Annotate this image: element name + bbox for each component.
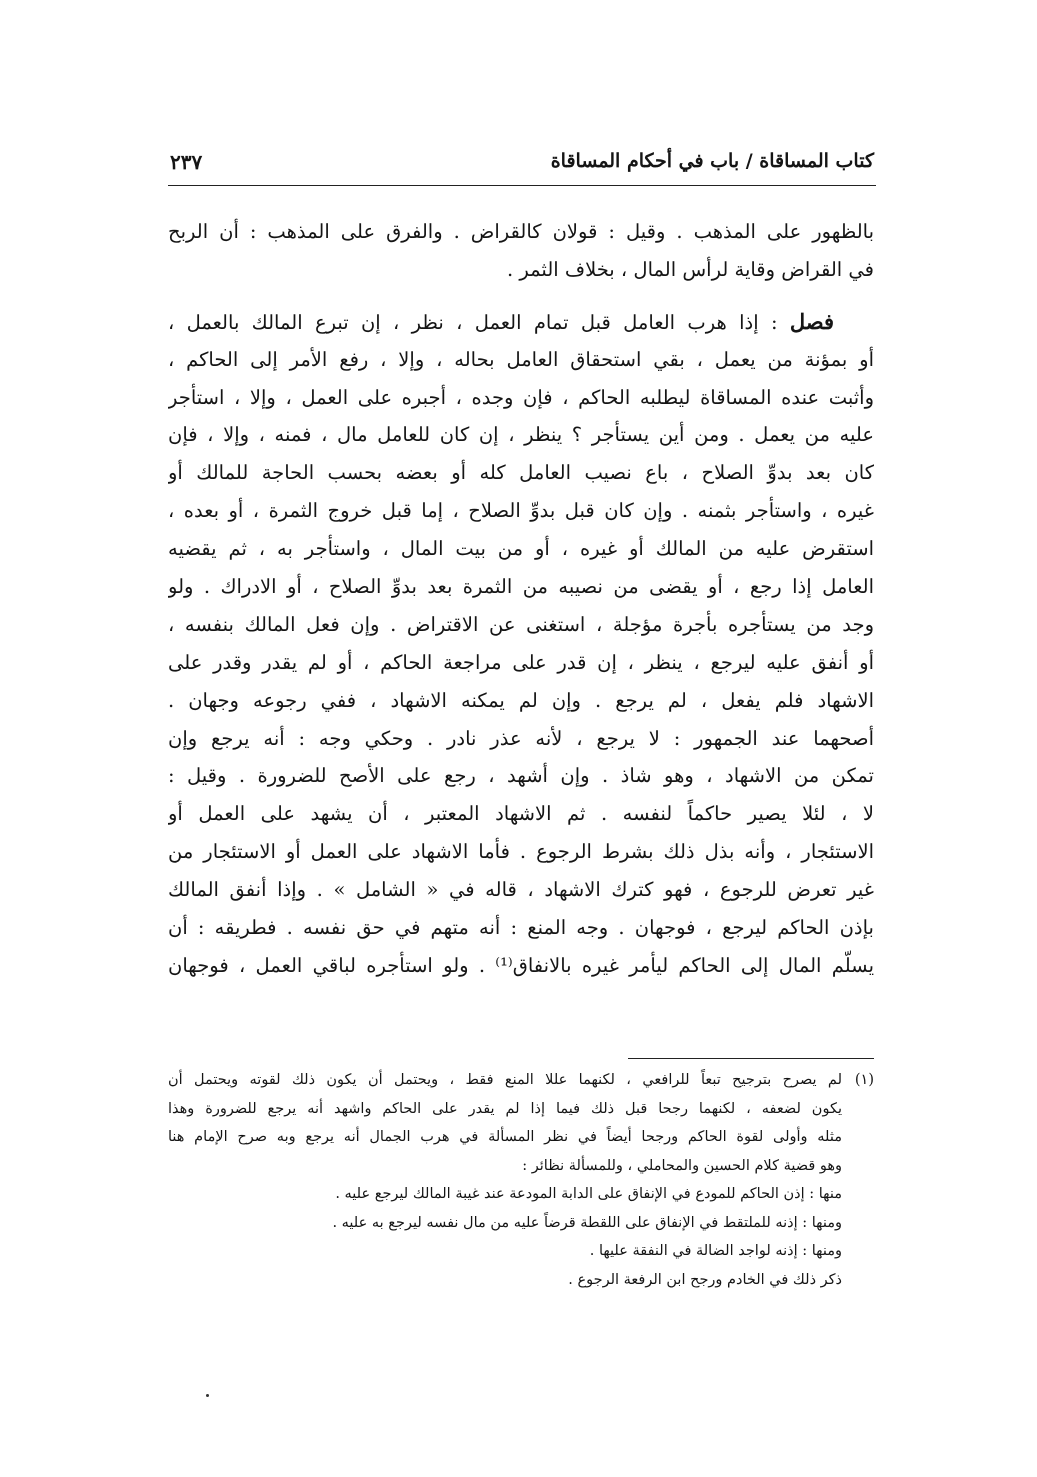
paragraph-gap — [168, 289, 874, 303]
section-lead-word: فصل — [789, 308, 834, 334]
footnote-text: لم يصرح بترجيح تبعاً للرافعي ، لكنهما عللا المنع فقط ، ويحتمل أن يكون ذلك لقوته ويحتمل أن — [168, 1072, 842, 1088]
stray-mark — [206, 1394, 209, 1397]
text-line: الاشهاد فلم يفعل ، لم يرجع . وإن لم يمكنه الاشهاد ، ففي رجوعه وجهان . — [168, 688, 874, 712]
running-title: كتاب المساقاة / باب في أحكام المساقاة — [550, 150, 874, 172]
footnote-rule — [628, 1058, 874, 1059]
paragraph-2 — [168, 303, 874, 985]
text-line: عليه من يعمل . ومن أين يستأجر ؟ ينظر ، إن كان للعامل مال ، فمنه ، وإلا ، فإن — [168, 423, 874, 447]
text-line: أصحهما عند الجمهور : لا يرجع ، لأنه عذر نادر . وحكي وجه : أنه يرجع وإن — [168, 726, 874, 750]
paragraph-1 — [168, 213, 874, 289]
footnote-item: ومنها : إذنه للملتقط في الإنفاق على اللقطة قرضاً عليه من مال نفسه ليرجع به عليه . — [332, 1214, 842, 1231]
text-line: بإذن الحاكم ليرجع ، فوجهان . وجه المنع : أنه متهم في حق نفسه . فطريقه : أن — [168, 916, 874, 940]
text-line: أو بمؤنة من يعمل ، بقي استحقاق العامل بحاله ، وإلا ، رفع الأمر إلى الحاكم ، — [168, 347, 874, 371]
footnote-number: (١) — [854, 1072, 874, 1088]
text-line: غيره ، واستأجر بثمنه . وإن كان قبل بدوِّ الصلاح ، إما قبل خروج الثمرة ، أو بعده ، — [168, 499, 874, 523]
text-line: العامل إذا رجع ، أو يقضى من نصيبه من الثمرة بعد بدوِّ الصلاح ، أو الادراك . ولو — [168, 575, 874, 599]
footnote — [168, 1066, 874, 1294]
running-header — [170, 150, 874, 180]
footnote-item: ذكر ذلك في الخادم ورجح ابن الرفعة الرجوع . — [568, 1271, 842, 1288]
text-line: أو أنفق عليه ليرجع ، ينظر ، إن قدر على مراجعة الحاكم ، أو لم يقدر وقدر على — [168, 650, 874, 674]
text-line: يسلّم المال إلى الحاكم ليأمر غيره بالانفاق⁽¹⁾ . ولو استأجره لباقي العمل ، فوجهان — [168, 953, 874, 977]
footnote-line — [168, 1066, 874, 1095]
footnote-item: ومنها : إذنه لواجد الضالة في النفقة عليها . — [589, 1243, 842, 1259]
footnote-line: يكون لضعفه ، لكنهما رجحا قبل ذلك فيما إذا لم يقدر على الحاكم واشهد أنه يرجع للضرورة وهذا — [168, 1100, 842, 1117]
text-line: كان بعد بدوِّ الصلاح ، باع نصيب العامل كله أو بعضه بحسب الحاجة للمالك أو — [168, 461, 874, 485]
text-run: : إذا هرب العامل قبل تمام العمل ، نظر ، إن تبرع المالك بالعمل ، — [168, 310, 790, 334]
text-line: استقرض عليه من المالك أو غيره ، أو من بيت المال ، واستأجر به ، ثم يقضيه — [168, 537, 874, 561]
text-line: بالظهور على المذهب . وقيل : قولان كالقراض . والفرق على المذهب : أن الربح — [168, 220, 874, 243]
text-line: لا ، لئلا يصير حاكماً لنفسه . ثم الاشهاد المعتبر ، أن يشهد على العمل أو — [168, 802, 874, 826]
text-line: تمكن من الاشهاد ، وهو شاذ . وإن أشهد ، رجع على الأصح للضرورة . وقيل : — [168, 764, 874, 788]
text-line: غير تعرض للرجوع ، فهو كترك الاشهاد ، قاله في « الشامل » . وإذا أنفق المالك — [168, 878, 874, 902]
text-line: وجد من يستأجره بأجرة مؤجلة ، استغنى عن الاقتراض . وإن فعل المالك بنفسه ، — [168, 612, 874, 636]
footnote-line: مثله وأولى لقوة الحاكم ورجحا أيضاً في نظر المسألة في هرب الجمال أنه يرجع وبه صرح الإمام هنا — [168, 1129, 842, 1145]
text-line: وأثبت عنده المساقاة ليطلبه الحاكم ، فإن وجده ، أجبره على العمل ، وإلا ، استأجر — [168, 385, 874, 409]
footnote-line: وهو قضية كلام الحسين والمحاملي ، وللمسألة نظائر : — [522, 1157, 842, 1174]
text-line — [168, 303, 874, 341]
footnote-item: منها : إذن الحاكم للمودع في الإنفاق على الدابة المودعة عند غيبة المالك ليرجع عليه . — [335, 1186, 842, 1202]
text-line: في القراض وقاية لرأس المال ، بخلاف الثمر . — [507, 257, 874, 281]
page-number: ٢٣٧ — [170, 150, 203, 174]
header-rule — [168, 185, 876, 186]
text-line: الاستئجار ، وأنه بذل ذلك بشرط الرجوع . فأما الاشهاد على العمل أو الاستئجار من — [168, 840, 874, 864]
main-text — [168, 213, 874, 985]
